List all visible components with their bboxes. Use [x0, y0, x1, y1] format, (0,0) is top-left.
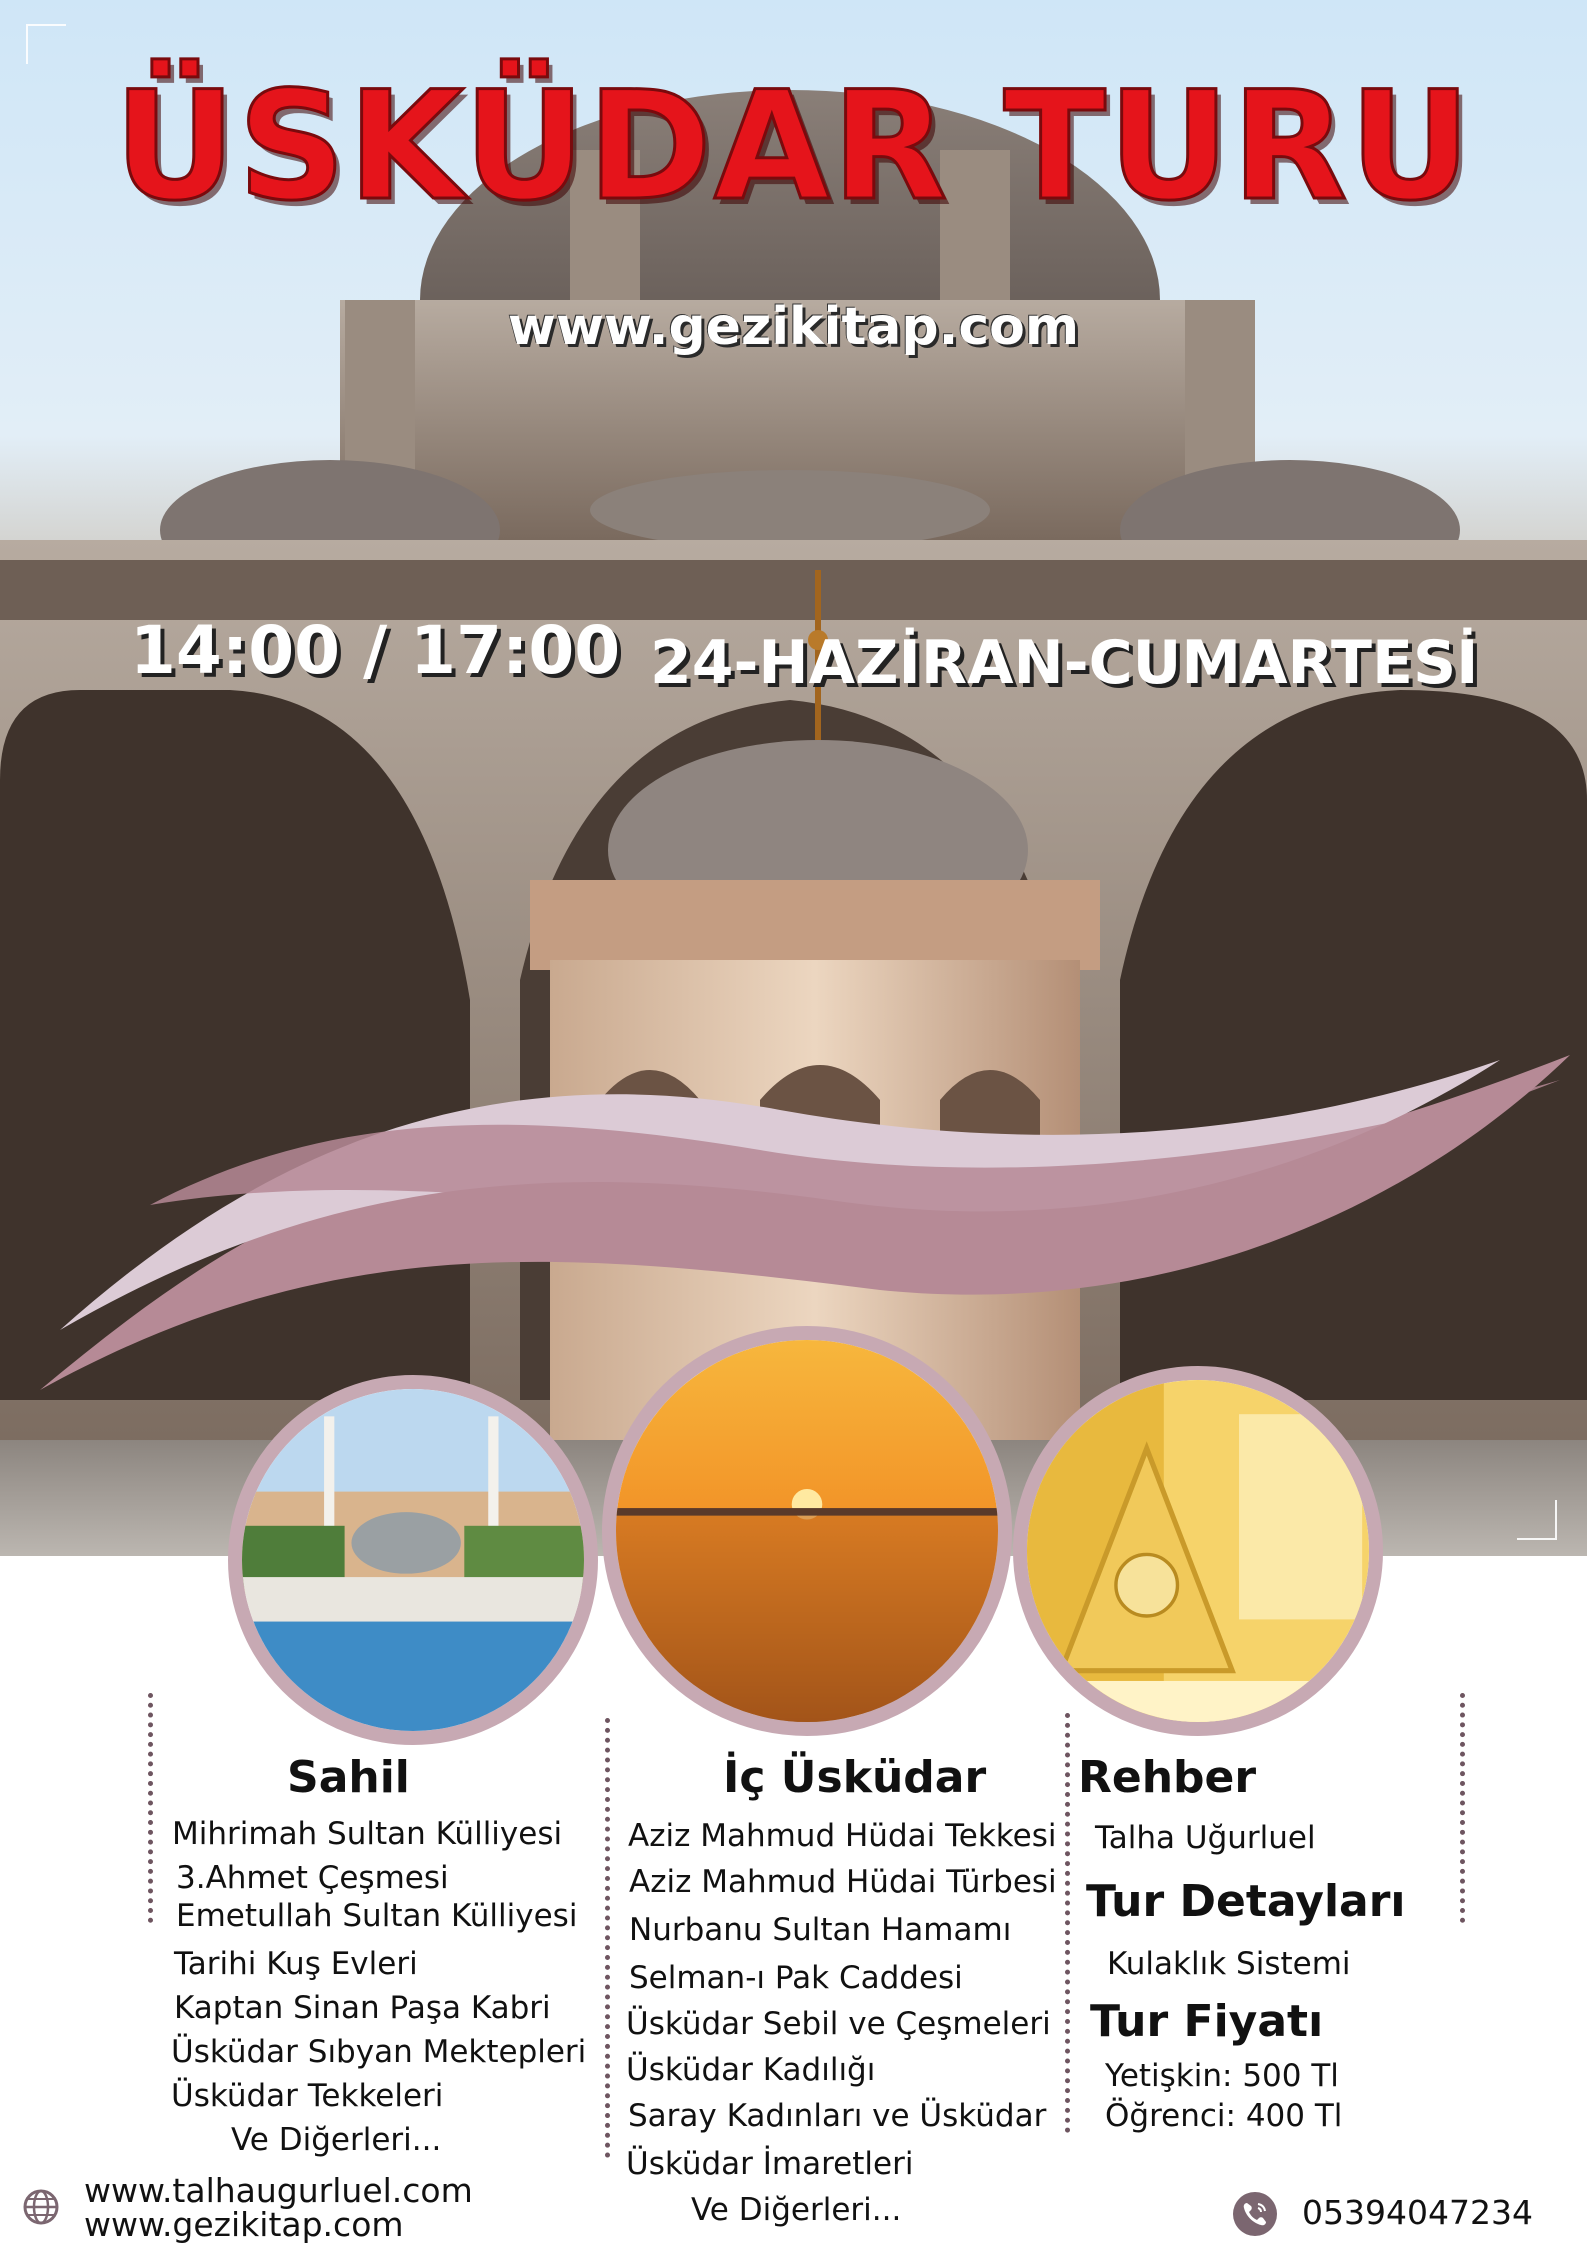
list-item: 3.Ahmet Çeşmesi: [176, 1860, 449, 1896]
list-item: Ve Diğerleri...: [691, 2192, 902, 2228]
list-item: Üsküdar Sebil ve Çeşmeleri: [626, 2006, 1051, 2042]
globe-icon: [22, 2188, 60, 2226]
list-item: Tarihi Kuş Evleri: [174, 1946, 418, 1982]
list-item: Üsküdar Kadılığı: [626, 2052, 876, 2088]
details-heading: Tur Detayları: [1086, 1876, 1406, 1927]
ic-uskudar-heading: İç Üsküdar: [723, 1752, 987, 1803]
sahil-heading: Sahil: [287, 1752, 410, 1803]
list-item: Aziz Mahmud Hüdai Tekkesi: [628, 1818, 1057, 1854]
website-link-2[interactable]: www.gezikitap.com: [84, 2205, 404, 2244]
tour-time: 14:00 / 17:00: [130, 612, 621, 689]
list-item: Nurbanu Sultan Hamamı: [629, 1912, 1012, 1948]
sahil-column: [165, 1752, 605, 2158]
ic-uskudar-column: [625, 1752, 1065, 2228]
lattice-photo: [1013, 1366, 1383, 1736]
list-item: Selman-ı Pak Caddesi: [629, 1960, 963, 1996]
list-item: Üsküdar Tekkeleri: [171, 2078, 444, 2114]
divider: [1460, 1693, 1465, 1923]
info-column: [1078, 1752, 1458, 2134]
list-item: Mihrimah Sultan Külliyesi: [172, 1816, 563, 1852]
divider: [148, 1693, 153, 1923]
divider: [605, 1718, 610, 2158]
list-item: Aziz Mahmud Hüdai Türbesi: [629, 1864, 1057, 1900]
website-top: www.gezikitap.com: [507, 297, 1080, 357]
frame-corner: [1517, 1500, 1557, 1540]
divider: [1065, 1713, 1070, 2133]
phone-icon: [1233, 2192, 1277, 2236]
guide-name: Talha Uğurluel: [1095, 1820, 1316, 1856]
list-item: Üsküdar İmaretleri: [626, 2146, 914, 2182]
tour-date: 24-HAZİRAN-CUMARTESİ: [650, 628, 1479, 698]
website-link-1[interactable]: www.talhaugurluel.com: [84, 2171, 473, 2210]
price-heading: Tur Fiyatı: [1090, 1996, 1324, 2047]
price-student: Öğrenci: 400 Tl: [1105, 2098, 1343, 2134]
list-item: Emetullah Sultan Külliyesi: [176, 1898, 578, 1934]
phone-number[interactable]: 05394047234: [1302, 2193, 1533, 2232]
price-adult: Yetişkin: 500 Tl: [1105, 2058, 1339, 2094]
list-item: Üsküdar Sıbyan Mektepleri: [171, 2034, 587, 2070]
poster-title: ÜSKÜDAR TURU: [114, 60, 1473, 234]
guide-heading: Rehber: [1078, 1752, 1257, 1803]
coast-photo: [228, 1375, 598, 1745]
details-value: Kulaklık Sistemi: [1107, 1946, 1351, 1982]
list-item: Kaptan Sinan Paşa Kabri: [174, 1990, 551, 2026]
list-item: Ve Diğerleri...: [231, 2122, 442, 2158]
frame-corner: [26, 24, 66, 64]
sunset-photo: [602, 1326, 1012, 1736]
list-item: Saray Kadınları ve Üsküdar: [628, 2098, 1047, 2134]
